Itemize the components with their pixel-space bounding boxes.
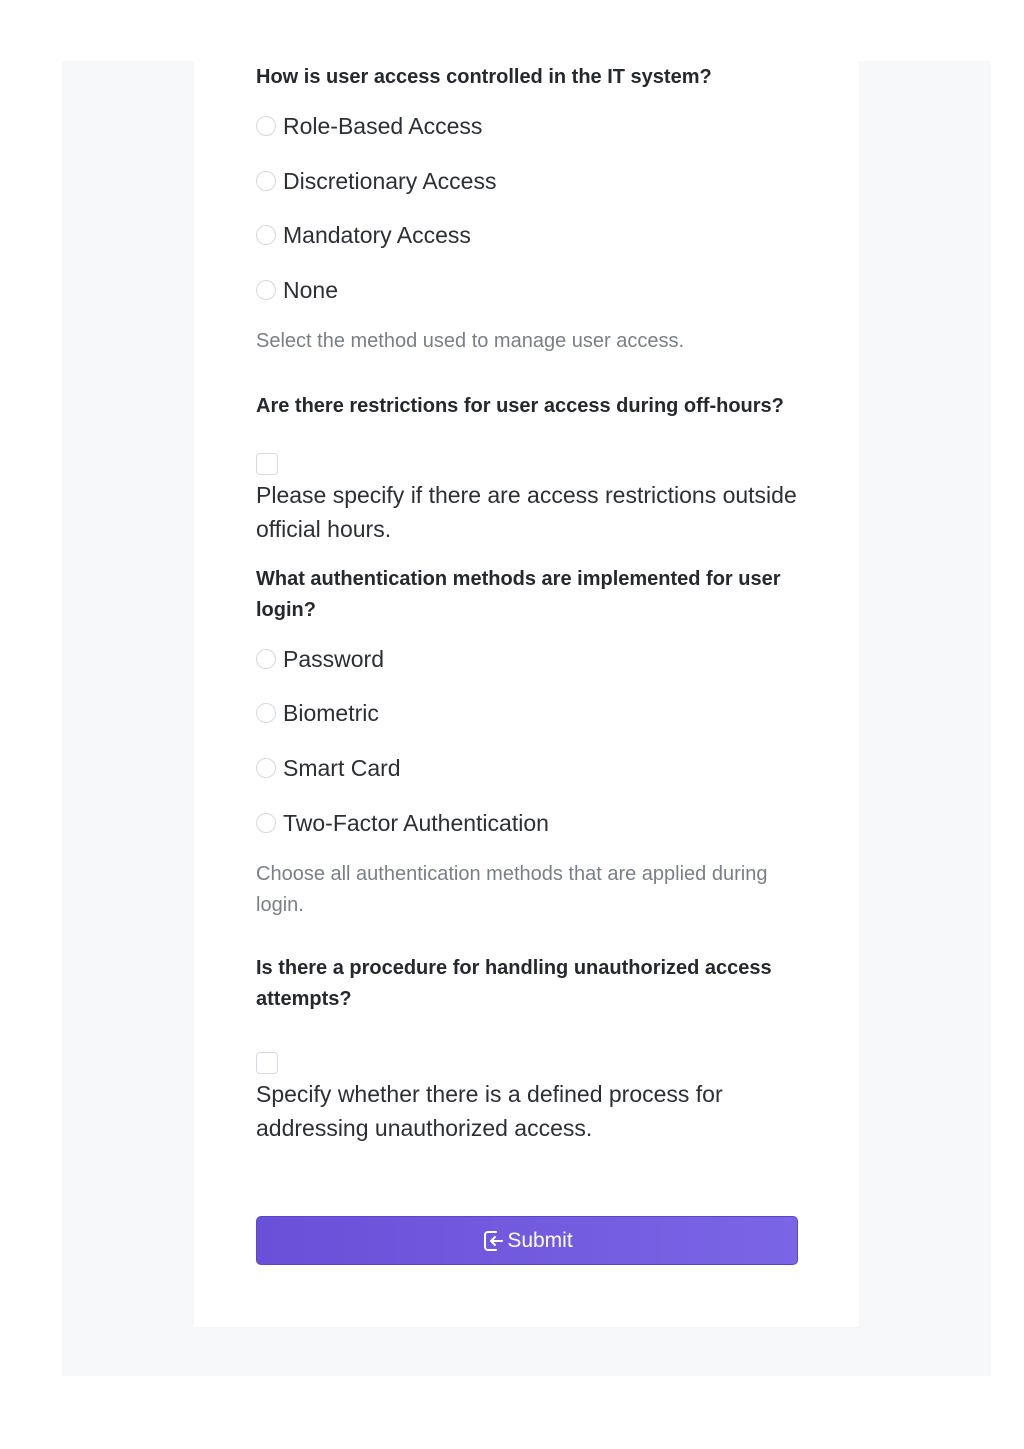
radio-label: Password: [283, 646, 384, 672]
unauthorized-procedure-checkbox[interactable]: [256, 1052, 278, 1074]
security-form: [256, 62, 798, 1145]
radio-option-biometric[interactable]: [256, 696, 798, 730]
question-title: Are there restrictions for user access during off-hours?: [256, 395, 784, 417]
question-description: Please specify if there are access restrictions outside official hours.: [256, 482, 797, 542]
question-unauthorized-procedure: [256, 953, 798, 1145]
submit-label: Submit: [507, 1228, 573, 1252]
sign-in-icon: [481, 1229, 505, 1253]
radio-group: [256, 109, 798, 307]
submit-button[interactable]: [256, 1216, 798, 1265]
radio-button[interactable]: [256, 703, 276, 723]
radio-button[interactable]: [256, 813, 276, 833]
radio-label: Two-Factor Authentication: [283, 810, 549, 836]
question-title: How is user access controlled in the IT system?: [256, 66, 712, 88]
radio-option-role-based[interactable]: [256, 109, 798, 143]
question-description: Specify whether there is a defined process for addressing unauthorized access.: [256, 1081, 723, 1141]
radio-label: None: [283, 277, 338, 303]
radio-option-two-factor[interactable]: [256, 806, 798, 840]
radio-button[interactable]: [256, 280, 276, 300]
question-hint: Choose all authentication methods that are applied during login.: [256, 863, 768, 916]
off-hours-checkbox[interactable]: [256, 453, 278, 475]
radio-option-none[interactable]: [256, 273, 798, 307]
radio-group: [256, 642, 798, 840]
question-title: What authentication methods are implemented for user login?: [256, 568, 781, 621]
radio-label: Role-Based Access: [283, 113, 483, 139]
radio-label: Mandatory Access: [283, 222, 471, 248]
question-hint: Select the method used to manage user access.: [256, 330, 685, 352]
radio-option-password[interactable]: [256, 642, 798, 676]
radio-button[interactable]: [256, 649, 276, 669]
radio-label: Biometric: [283, 700, 379, 726]
radio-button[interactable]: [256, 116, 276, 136]
radio-button[interactable]: [256, 171, 276, 191]
question-title: Is there a procedure for handling unauthorized access attempts?: [256, 957, 772, 1010]
radio-label: Discretionary Access: [283, 168, 497, 194]
question-off-hours: [256, 391, 798, 546]
radio-button[interactable]: [256, 758, 276, 778]
radio-label: Smart Card: [283, 755, 401, 781]
question-access-control: [256, 62, 798, 357]
radio-button[interactable]: [256, 225, 276, 245]
question-authentication: [256, 564, 798, 921]
radio-option-discretionary[interactable]: [256, 164, 798, 198]
radio-option-mandatory[interactable]: [256, 218, 798, 252]
radio-option-smart-card[interactable]: [256, 751, 798, 785]
